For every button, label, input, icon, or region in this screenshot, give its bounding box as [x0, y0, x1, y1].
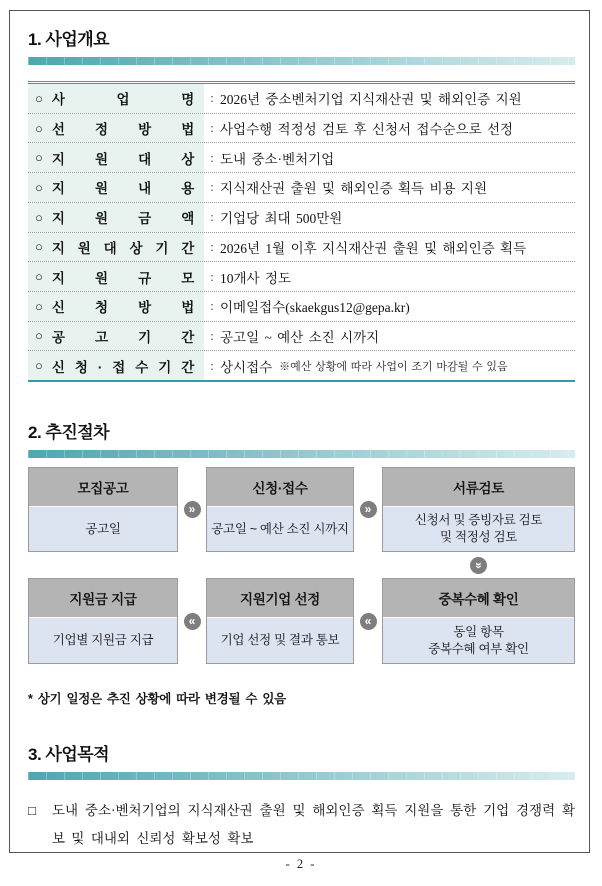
flow-step-body-line: 중복수혜 여부 확인 — [428, 641, 529, 656]
row-colon: : — [210, 90, 214, 106]
row-colon: : — [210, 357, 214, 373]
flow-step-body-line: 신청서 및 증빙자료 검토 — [414, 513, 543, 527]
row-value-note: ※예산 상황에 따라 사업이 조기 마감될 수 있음 — [279, 360, 508, 373]
flow-step-header: 중복수혜 확인 — [383, 579, 574, 618]
row-value-main: 상시접수 — [220, 359, 273, 375]
flow-step-header: 신청·접수 — [207, 468, 353, 507]
row-value: 2026년 1월 이후 지식재산권 출원 및 해외인증 획득 — [220, 240, 527, 256]
table-row — [28, 322, 575, 352]
flow-step-body — [207, 618, 353, 663]
row-label-cell — [28, 262, 204, 291]
purpose-body-text: 도내 중소·벤처기업의 지식재산권 출원 및 해외인증 획득 지원을 통한 기업 경쟁력 확보 및 대내외 신뢰성 확보성 확보 — [52, 803, 575, 846]
row-label-cell — [28, 84, 204, 113]
row-label-cell — [28, 114, 204, 143]
section-title-purpose: 3. 사업목적 — [28, 745, 110, 764]
section-divider-bar — [28, 57, 575, 65]
row-colon: : — [210, 327, 214, 343]
row-colon: : — [210, 268, 214, 284]
row-label: 신 청 방 법 — [51, 300, 194, 316]
table-row — [28, 351, 575, 380]
row-label: 지 원 대 상 — [51, 151, 194, 167]
table-row — [28, 173, 575, 203]
circle-bullet-icon: ○ — [35, 209, 43, 225]
flow-step-header: 지원금 지급 — [29, 579, 177, 618]
row-label-cell — [28, 203, 204, 232]
circle-bullet-icon: ○ — [35, 120, 43, 136]
row-label: 지 원 규 모 — [51, 270, 194, 286]
row-label-cell — [28, 351, 204, 380]
row-label-cell — [28, 322, 204, 351]
arrow-right-icon: » — [360, 501, 377, 518]
circle-bullet-icon: ○ — [35, 298, 43, 314]
row-value: 공고일 ~ 예산 소진 시까지 — [220, 329, 380, 345]
row-colon: : — [210, 120, 214, 136]
flow-step-announcement — [28, 467, 178, 552]
row-label: 지 원 금 액 — [51, 211, 194, 227]
flow-step-body — [383, 618, 574, 663]
table-row — [28, 233, 575, 263]
row-value: 기업당 최대 500만원 — [220, 211, 343, 227]
row-value — [220, 351, 575, 380]
circle-bullet-icon: ○ — [35, 90, 43, 106]
row-label: 공 고 기 간 — [51, 329, 194, 345]
flow-step-body-line: 및 적정성 검토 — [440, 530, 517, 544]
row-label-cell — [28, 143, 204, 172]
circle-bullet-icon: ○ — [35, 328, 43, 344]
section-title-process: 2. 추진절차 — [28, 423, 110, 442]
document-content — [28, 30, 575, 853]
row-value: 10개사 정도 — [220, 270, 292, 286]
flow-arrow-gap — [354, 467, 382, 552]
table-row — [28, 292, 575, 322]
row-colon: : — [210, 209, 214, 225]
row-label: 지 원 대 상 기 간 — [51, 240, 194, 256]
row-label: 지 원 내 용 — [51, 181, 194, 197]
row-value: 이메일접수(skaekgus12@gepa.kr) — [220, 300, 410, 316]
flow-step-header: 지원기업 선정 — [207, 579, 353, 618]
section-divider-bar — [28, 772, 575, 780]
flow-step-application — [206, 467, 354, 552]
row-value: 사업수행 적정성 검토 후 신청서 접수순으로 선정 — [220, 122, 514, 138]
row-label-cell — [28, 292, 204, 321]
table-row — [28, 262, 575, 292]
schedule-change-note: * 상기 일정은 추진 상황에 따라 변경될 수 있음 — [28, 692, 286, 706]
flow-step-body-line: 동일 항목 — [453, 624, 504, 639]
arrow-right-icon: » — [184, 501, 201, 518]
overview-table — [28, 81, 575, 382]
flow-step-header: 서류검토 — [383, 468, 574, 507]
row-label-cell — [28, 233, 204, 262]
row-label-cell — [28, 173, 204, 202]
flow-step-body-line: 기업별 지원금 지급 — [52, 633, 154, 647]
flow-step-body — [383, 507, 574, 551]
purpose-paragraph — [28, 797, 575, 853]
flow-step-body — [207, 507, 353, 551]
flow-step-document-review — [382, 467, 575, 552]
arrow-left-icon: « — [360, 613, 377, 630]
row-colon: : — [210, 149, 214, 165]
flow-step-grant-payment — [28, 578, 178, 664]
row-value: 지식재산권 출원 및 해외인증 획득 비용 지원 — [220, 181, 487, 197]
flow-step-body-line: 공고일 — [85, 521, 121, 536]
flow-step-header: 모집공고 — [29, 468, 177, 507]
square-bullet-icon: □ — [28, 803, 37, 818]
row-value: 2026년 중소벤처기업 지식재산권 및 해외인증 지원 — [220, 92, 522, 108]
circle-bullet-icon: ○ — [35, 358, 43, 374]
flow-step-duplicate-check — [382, 578, 575, 664]
row-colon: : — [210, 238, 214, 254]
flow-arrow-gap — [178, 467, 206, 552]
table-row — [28, 143, 575, 173]
process-flowchart — [28, 467, 575, 664]
table-row — [28, 84, 575, 114]
arrow-left-icon: « — [184, 613, 201, 630]
row-label: 선 정 방 법 — [51, 122, 194, 138]
flow-step-body-line: 기업 선정 및 결과 통보 — [220, 633, 340, 647]
section-divider-bar — [28, 450, 575, 458]
row-colon: : — [210, 298, 214, 314]
page-number: - 2 - — [285, 857, 317, 871]
arrow-down-icon: » — [470, 557, 487, 574]
circle-bullet-icon: ○ — [35, 269, 43, 285]
row-colon: : — [210, 179, 214, 195]
flow-step-company-selection — [206, 578, 354, 664]
table-row — [28, 114, 575, 144]
circle-bullet-icon: ○ — [35, 239, 43, 255]
row-label: 사 업 명 — [51, 92, 194, 108]
flow-arrow-gap — [382, 552, 575, 578]
section-title-overview: 1. 사업개요 — [28, 30, 110, 49]
flow-step-body — [29, 507, 177, 551]
flow-arrow-gap — [354, 578, 382, 664]
flow-arrow-gap — [178, 578, 206, 664]
circle-bullet-icon: ○ — [35, 179, 43, 195]
row-value: 도내 중소·벤처기업 — [220, 151, 335, 167]
circle-bullet-icon: ○ — [35, 150, 43, 166]
row-label: 신 청 · 접 수 기 간 — [51, 359, 194, 375]
flow-step-body — [29, 618, 177, 663]
table-row — [28, 203, 575, 233]
flow-step-body-line: 공고일 ~ 예산 소진 시까지 — [211, 521, 349, 536]
